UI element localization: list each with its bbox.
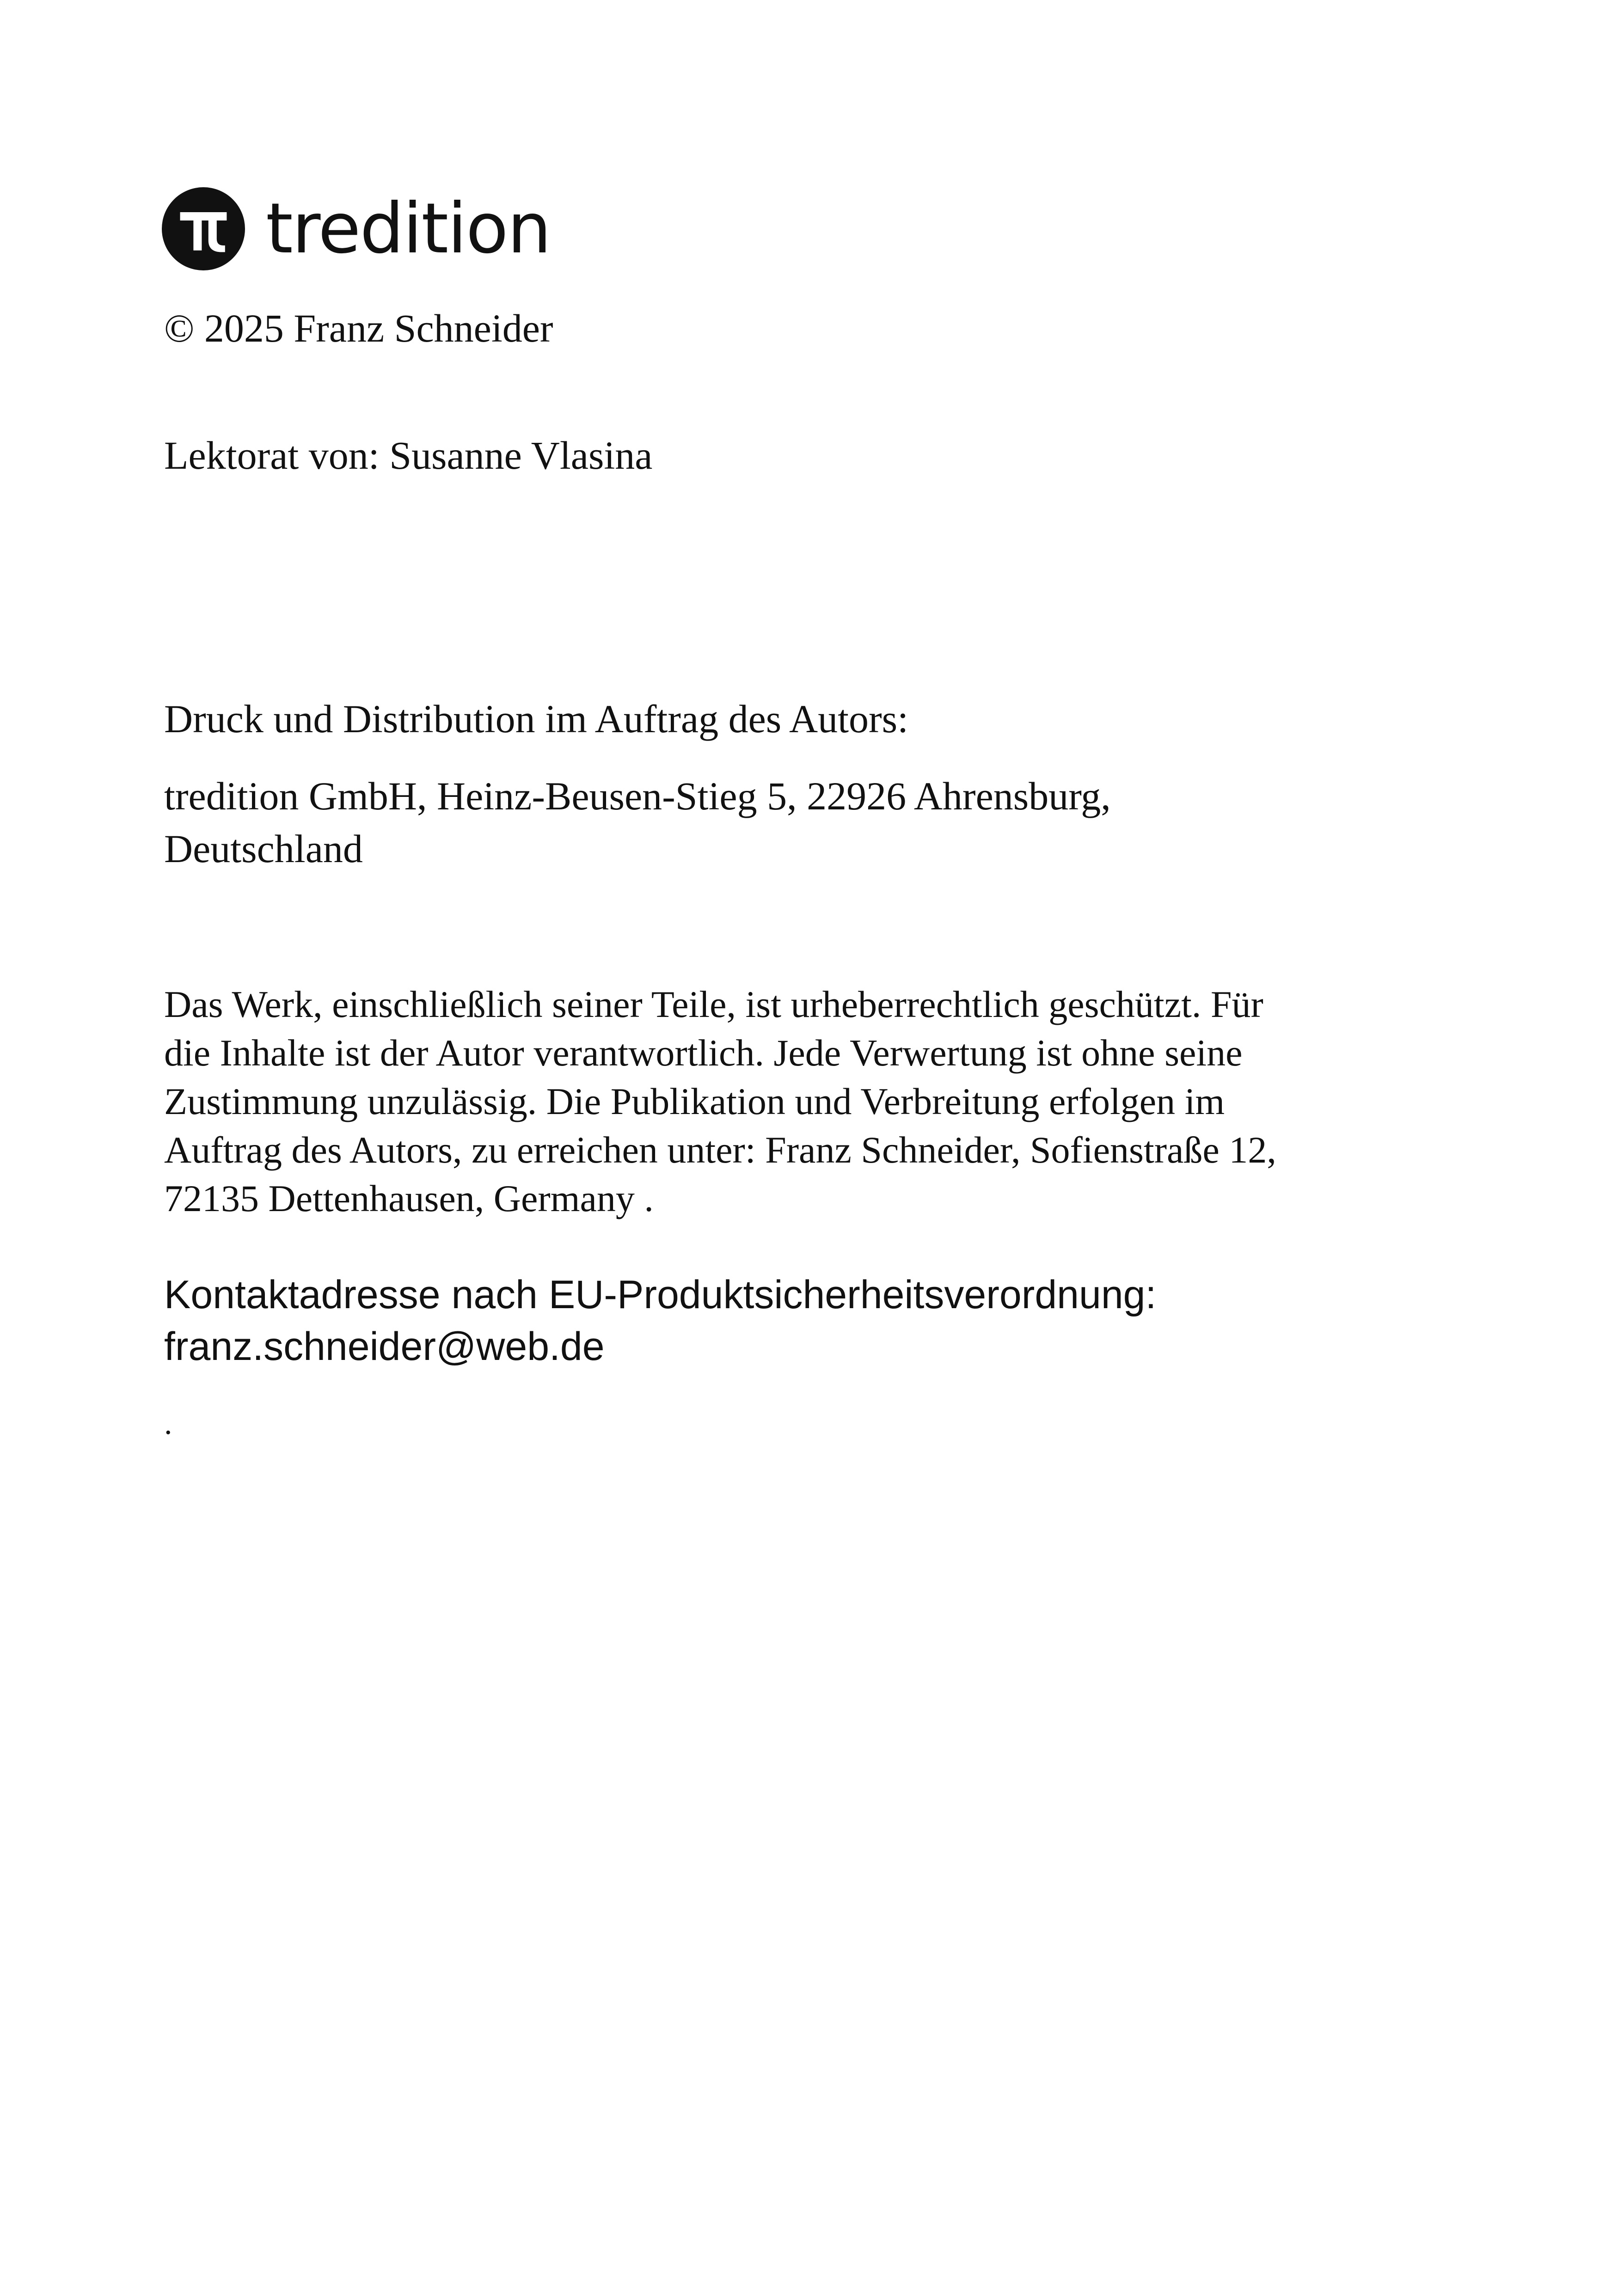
notice-line: Zustimmung unzulässig. Die Publikation und Verbreitung erfolgen im (164, 1080, 1225, 1122)
notice-line: Auftrag des Autors, zu erreichen unter: Franz Schneider, Sofienstraße 12, (164, 1129, 1276, 1171)
copyright-notice (164, 980, 1276, 1223)
contact-email: franz.schneider@web.de (164, 1324, 605, 1369)
distribution-heading: Druck und Distribution im Auftrag des Autors: (164, 697, 908, 741)
tredition-logo-icon (162, 187, 245, 270)
editor-credit: Lektorat von: Susanne Vlasina (164, 433, 653, 478)
notice-line: 72135 Dettenhausen, Germany . (164, 1177, 654, 1219)
copyright-line: © 2025 Franz Schneider (164, 306, 553, 350)
address-line: Deutschland (164, 827, 363, 871)
publisher-logo-wordmark: tredition (266, 189, 551, 269)
notice-line: Das Werk, einschließlich seiner Teile, ist urheberrechtlich geschützt. Für (164, 983, 1263, 1025)
contact-label: Kontaktadresse nach EU-Produktsicherheitsverordnung: (164, 1273, 1157, 1317)
trailing-dot: . (164, 1406, 172, 1441)
contact-block (164, 1269, 1156, 1372)
address-line: tredition GmbH, Heinz-Beusen-Stieg 5, 22926 Ahrensburg, (164, 774, 1111, 818)
distribution-address (164, 770, 1111, 875)
notice-line: die Inhalte ist der Autor verantwortlich. Jede Verwertung ist ohne seine (164, 1032, 1243, 1074)
publisher-logo (162, 185, 551, 273)
